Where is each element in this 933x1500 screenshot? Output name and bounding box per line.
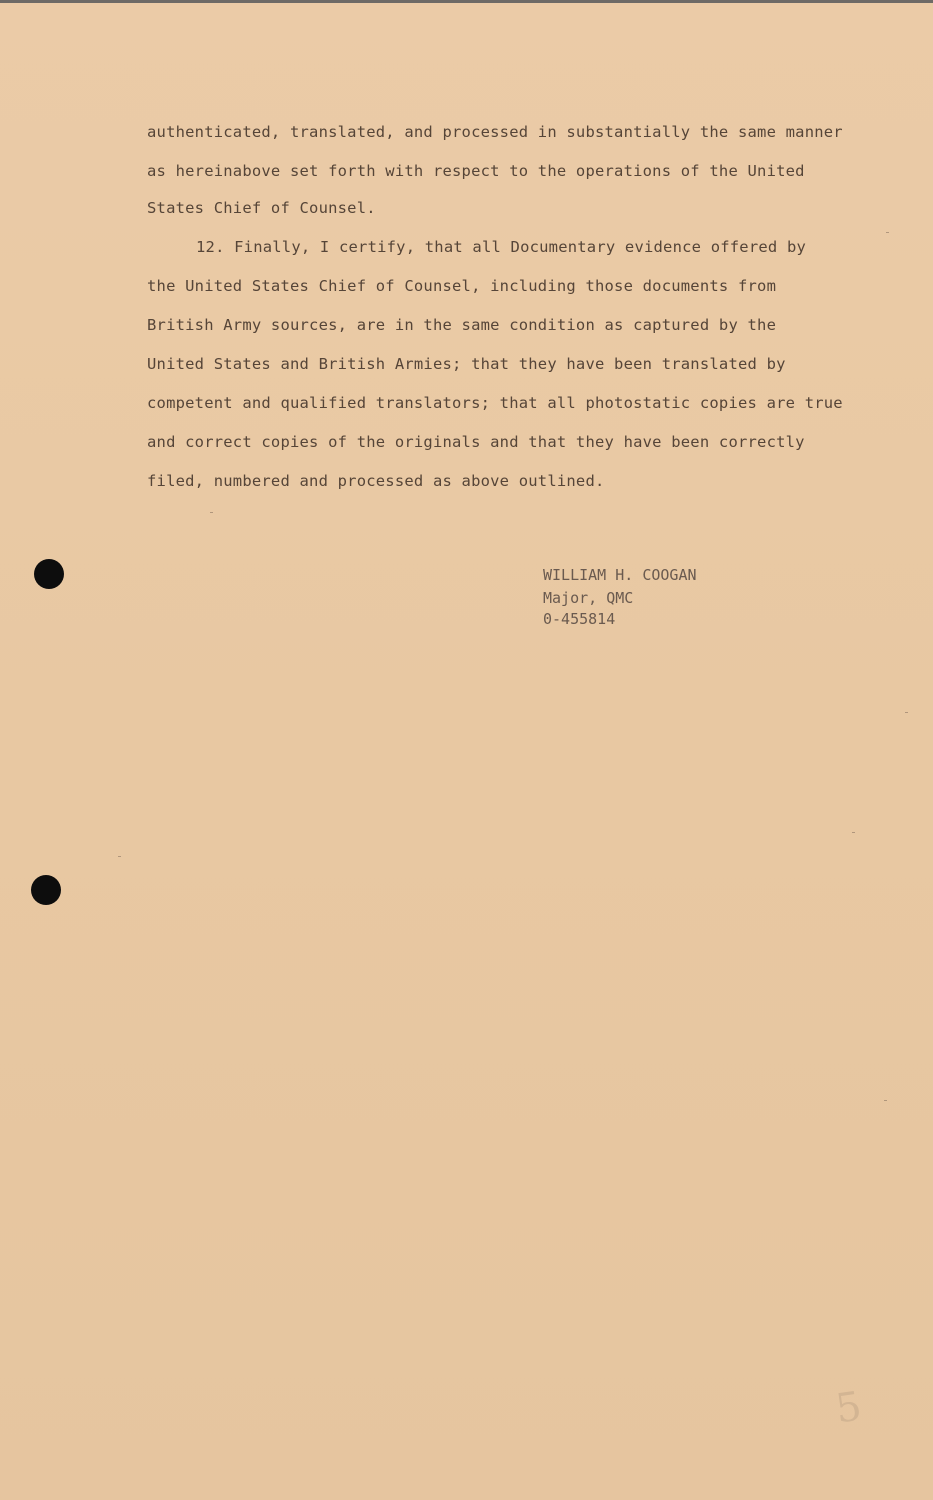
body-line: and correct copies of the originals and that they have been correctly <box>147 433 805 451</box>
paragraph-12-first-line: 12. Finally, I certify, that all Documentary evidence offered by <box>196 238 807 256</box>
body-line: competent and qualified translators; that all photostatic copies are true <box>147 394 843 412</box>
signature-name: WILLIAM H. COOGAN <box>543 566 697 584</box>
body-line: filed, numbered and processed as above outlined. <box>147 472 605 490</box>
signature-rank: Major, QMC <box>543 589 634 607</box>
paper-speck <box>886 232 889 233</box>
page-top-edge <box>0 0 933 3</box>
body-line: the United States Chief of Counsel, including those documents from <box>147 277 777 295</box>
body-line: as hereinabove set forth with respect to the operations of the United <box>147 162 805 180</box>
paper-speck <box>852 832 855 833</box>
punch-hole-top <box>34 559 64 589</box>
body-line: United States and British Armies; that they have been translated by <box>147 355 786 373</box>
body-line: authenticated, translated, and processed in substantially the same manner <box>147 123 843 141</box>
page-number: 5 <box>832 1383 865 1433</box>
paper-speck <box>884 1100 887 1101</box>
paper-speck <box>210 512 213 513</box>
signature-serial: 0-455814 <box>543 610 616 628</box>
punch-hole-bottom <box>31 875 61 905</box>
paper-speck <box>905 712 908 713</box>
body-line: British Army sources, are in the same condition as captured by the <box>147 316 777 334</box>
paper-speck <box>118 856 121 857</box>
body-line: States Chief of Counsel. <box>147 199 376 217</box>
